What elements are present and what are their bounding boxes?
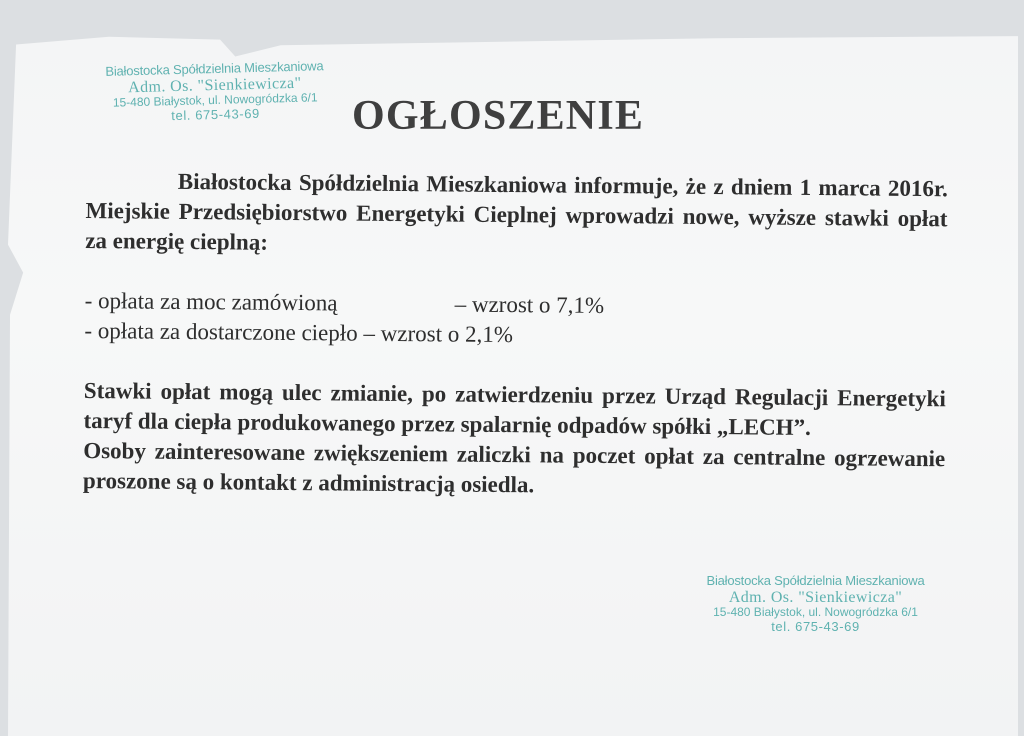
paragraph-announcement: Białostocka Spółdzielnia Mieszkaniowa informuje, że z dniem 1 marca 2016r. Miejskie Przedsiębiorstwo Energetyki Cieplnej wprowadzi nowe, wyższe stawki opłat za energię cieplną: [85,168,948,255]
stamp-top-line2: Adm. Os. "Sienkiewicza" [127,74,302,96]
stamp-bottom-line1: Białostocka Spółdzielnia Mieszkaniowa [706,573,925,588]
stamp-bottom-line2: Adm. Os. "Sienkiewicza" [728,588,903,606]
stamp-top [99,59,331,125]
stamp-bottom-line4: tel. 675-43-69 [771,618,860,634]
paragraph-rates-change: Stawki opłat mogą ulec zmianie, po zatwierdzeniu przez Urząd Regulacji Energetyki taryf dla ciepła produkowanego przez spalarnię odpadów spółki „LECH”. [83,377,946,440]
stamp-bottom [688,574,943,634]
rate-change-1: – wzrost o 7,1% [454,291,605,318]
stamp-top-line1: Białostocka Spółdzielnia Mieszkaniowa [105,58,324,79]
rate-item-1: - opłata za moc zamówioną [84,287,338,316]
paragraph-contact: Osoby zainteresowane zwiększeniem zaliczki na poczet opłat za centralne ogrzewanie proszone są o kontakt z administracją osiedla. [82,437,946,498]
stamp-top-line4: tel. 675-43-69 [171,105,261,124]
rate-change-2: – wzrost o 2,1% [363,320,514,348]
stamp-bottom-line3: 15-480 Białystok, ul. Nowogródzka 6/1 [713,605,918,620]
notice-body [83,166,948,504]
stamp-top-line3: 15-480 Białystok, ul. Nowogródzka 6/1 [112,90,318,111]
rate-item-2: - opłata za dostarczone ciepło [84,317,358,346]
notice-title: OGŁOSZENIE [352,93,645,139]
